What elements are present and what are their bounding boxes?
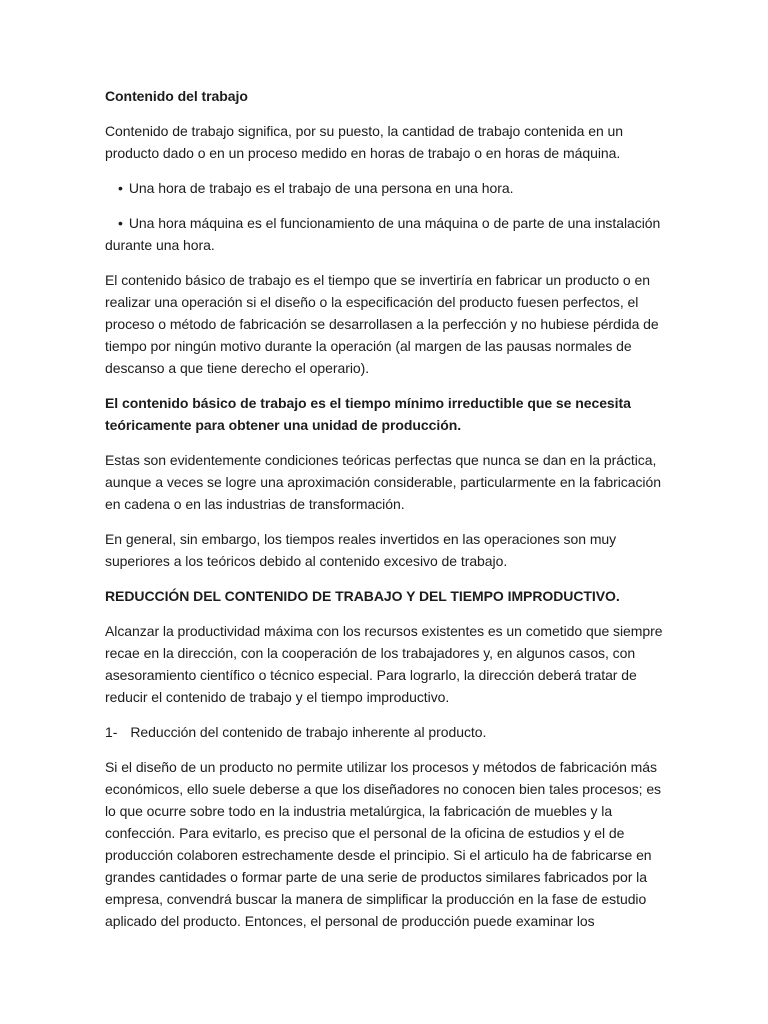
list-item-text: Reducción del contenido de trabajo inherente al producto. <box>130 724 487 740</box>
bullet-text: Una hora máquina es el funcionamiento de una máquina o de parte de una instalación durante una hora. <box>105 215 661 253</box>
paragraph-max-productivity: Alcanzar la productividad máxima con los recursos existentes es un cometido que siempre recae en la dirección, con la cooperación de los trabajadores y, en algunos casos, con asesoramiento científico o técnico especial. Para lograrlo, la dirección deberá tratar de reducir el contenido de trabajo y el tiempo improductivo. <box>105 623 663 705</box>
paragraph-product-design: Si el diseño de un producto no permite utilizar los procesos y métodos de fabricación más económicos, ello suele deberse a que los diseñadores no conocen bien tales procesos; es lo que ocurre sobre todo en la industria metalúrgica, la fabricación de muebles y la confección. Para evitarlo, es preciso que el personal de la oficina de estudios y el de producción colaboren estrechamente desde el principio. Si el articulo ha de fabricarse en grandes cantidades o formar parte de una serie de productos similares fabricados por la empresa, convendrá buscar la manera de simplificar la producción en la fase de estudio aplicado del producto. Entonces, el personal de producción puede examinar los <box>105 759 662 929</box>
bullet-text: Una hora de trabajo es el trabajo de una persona en una hora. <box>128 180 514 196</box>
paragraph-basic-work-content: El contenido básico de trabajo es el tiempo que se invertiría en fabricar un producto o en realizar una operación si el diseño o la especificación del producto fuesen perfectos, el proceso o método de fabricación se desarrollasen a la perfección y no hubiese pérdida de tiempo por ningún motivo durante la operación (al margen de las pausas normales de descanso a que tiene derecho el operario). <box>105 272 659 376</box>
paragraph-bold-statement: El contenido básico de trabajo es el tiempo mínimo irreductible que se necesita teóricamente para obtener una unidad de producción. <box>105 395 631 433</box>
bullet-icon: • <box>118 215 123 231</box>
document-page <box>105 85 665 945</box>
paragraph-intro: Contenido de trabajo significa, por su puesto, la cantidad de trabajo contenida en un producto dado o en un proceso medido en horas de trabajo o en horas de máquina. <box>105 123 624 161</box>
bullet-icon: • <box>118 180 123 196</box>
section-heading: REDUCCIÓN DEL CONTENIDO DE TRABAJO Y DEL TIEMPO IMPRODUCTIVO. <box>105 588 620 604</box>
list-item-1 <box>105 721 665 743</box>
bullet-item-work-hour <box>105 177 665 199</box>
paragraph-real-times: En general, sin embargo, los tiempos reales invertidos en las operaciones son muy superiores a los teóricos debido al contenido excesivo de trabajo. <box>105 531 617 569</box>
bullet-item-machine-hour <box>105 212 665 256</box>
list-item-marker: 1- <box>105 724 118 740</box>
paragraph-theoretical-conditions: Estas son evidentemente condiciones teóricas perfectas que nunca se dan en la práctica, aunque a veces se logre una aproximación considerable, particularmente en la fabricación en cadena o en las industrias de transformación. <box>105 452 661 512</box>
document-title: Contenido del trabajo <box>105 88 248 104</box>
